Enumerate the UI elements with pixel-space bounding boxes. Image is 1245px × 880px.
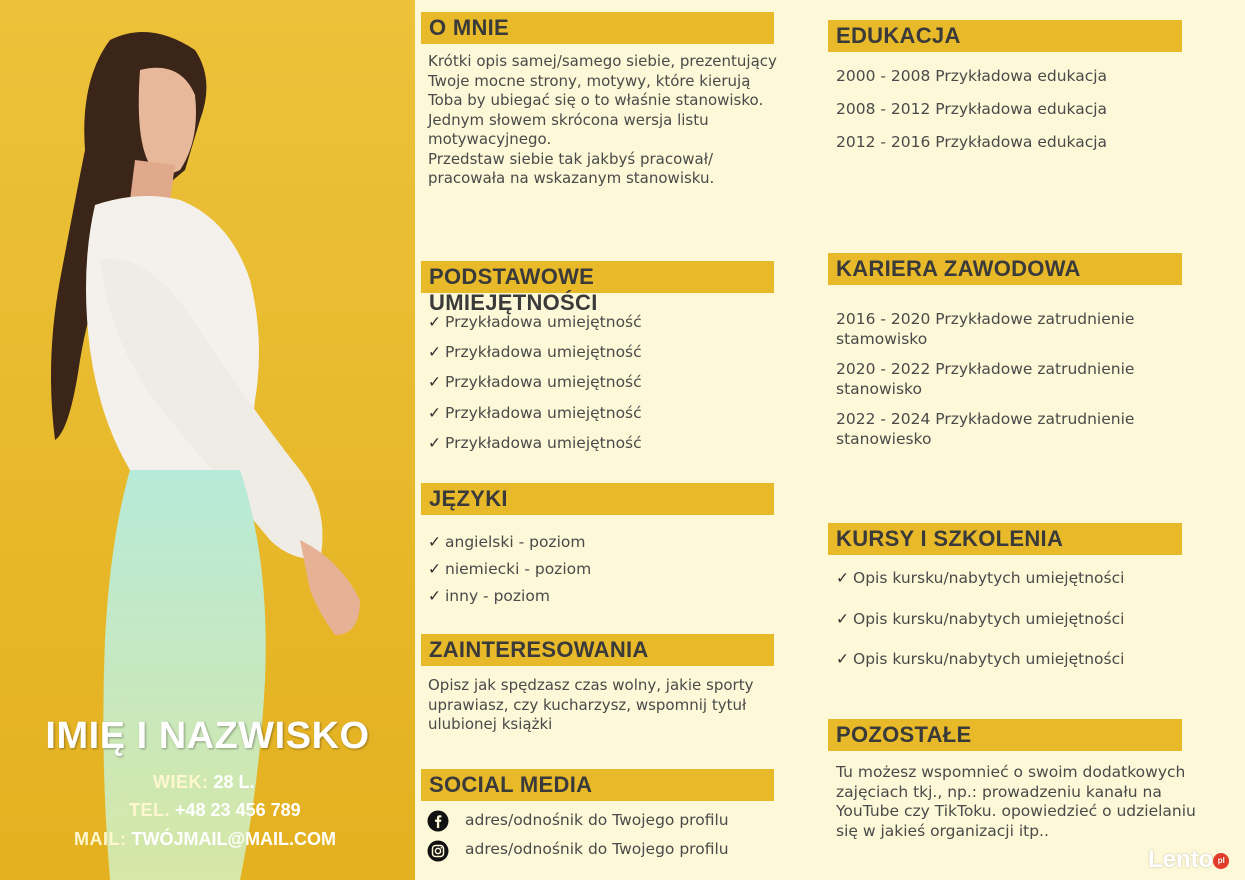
other-line: się w jakieś organizacji itp..: [836, 821, 1049, 840]
tel-value: +48 23 456 789: [175, 800, 301, 820]
skill-item: ✓ Przykładowa umiejętność: [428, 434, 642, 452]
education-item: 2000 - 2008 Przykładowa edukacja: [836, 67, 1108, 85]
education-item: 2012 - 2016 Przykładowa edukacja: [836, 133, 1108, 151]
check-icon: ✓: [428, 560, 441, 578]
social-link-facebook[interactable]: adres/odnośnik do Twojego profilu: [465, 811, 729, 829]
social-link-instagram[interactable]: adres/odnośnik do Twojego profilu: [465, 840, 729, 858]
about-line: motywacyjnego.: [428, 130, 552, 148]
age-label: WIEK:: [153, 772, 209, 792]
skill-item: ✓ Przykładowa umiejętność: [428, 404, 642, 422]
interests-line: uprawiasz, czy kucharzysz, wspomnij tytuł: [428, 695, 747, 714]
about-text: [428, 52, 808, 189]
section-header-about: O MNIE: [421, 12, 774, 44]
other-line: Tu możesz wspomnieć o swoim dodatkowych: [836, 763, 1186, 781]
skill-item: ✓ Przykładowa umiejętność: [428, 373, 642, 391]
skill-item: ✓ Przykładowa umiejętność: [428, 313, 642, 331]
section-header-social: SOCIAL MEDIA: [421, 769, 774, 801]
tel-label: TEL.: [129, 800, 170, 820]
mail-value: TWÓJMAIL@MAIL.COM: [131, 829, 337, 849]
education-item: 2008 - 2012 Przykładowa edukacja: [836, 100, 1108, 118]
other-text: [836, 763, 1236, 841]
check-icon: ✓: [836, 610, 849, 628]
career-item-position: stamowisko: [836, 329, 928, 348]
language-item: ✓ inny - poziom: [428, 587, 550, 605]
section-header-other: POZOSTAŁE: [828, 719, 1182, 751]
about-line: pracowała na wskazanym stanowisku.: [428, 169, 715, 187]
section-header-career: KARIERA ZAWODOWA: [828, 253, 1182, 285]
profile-name: IMIĘ I NAZWISKO: [45, 715, 370, 757]
career-item-position: stanowisko: [836, 379, 922, 398]
skill-item: ✓ Przykładowa umiejętność: [428, 343, 642, 361]
age-line: [153, 772, 255, 793]
course-item: ✓ Opis kursku/nabytych umiejętności: [836, 650, 1125, 668]
section-header-education: EDUKACJA: [828, 20, 1182, 52]
mail-line: [74, 829, 336, 850]
career-item: [836, 360, 1216, 399]
check-icon: ✓: [428, 404, 441, 422]
check-icon: ✓: [428, 533, 441, 551]
about-line: Twoje mocne strony, motywy, które kierują: [428, 71, 751, 90]
check-icon: ✓: [428, 373, 441, 391]
tel-line: [129, 800, 301, 821]
section-header-languages: JĘZYKI: [421, 483, 774, 515]
check-icon: ✓: [836, 650, 849, 668]
other-line: zajęciach tkj., np.: prowadzeniu kanału na: [836, 782, 1162, 801]
career-item-title: 2020 - 2022 Przykładowe zatrudnienie: [836, 360, 1135, 378]
check-icon: ✓: [836, 569, 849, 587]
section-header-courses: KURSY I SZKOLENIA: [828, 523, 1182, 555]
instagram-icon[interactable]: [427, 840, 449, 862]
age-value: 28 L.: [213, 772, 255, 792]
course-item: ✓ Opis kursku/nabytych umiejętności: [836, 610, 1125, 628]
career-item-position: stanowiesko: [836, 429, 932, 448]
section-header-skills: PODSTAWOWE UMIEJĘTNOŚCI: [421, 261, 774, 293]
profile-panel: [0, 0, 415, 880]
check-icon: ✓: [428, 434, 441, 452]
career-item: [836, 310, 1216, 349]
career-item-title: 2016 - 2020 Przykładowe zatrudnienie: [836, 310, 1135, 328]
section-header-interests: ZAINTERESOWANIA: [421, 634, 774, 666]
interests-text: [428, 676, 808, 735]
other-line: YouTube czy TikToku. opowiedzieć o udzielaniu: [836, 802, 1196, 820]
career-item-title: 2022 - 2024 Przykładowe zatrudnienie: [836, 410, 1135, 428]
about-line: Toba by ubiegać się o to właśnie stanowisko.: [428, 91, 764, 109]
check-icon: ✓: [428, 343, 441, 361]
language-item: ✓ niemiecki - poziom: [428, 560, 592, 578]
check-icon: ✓: [428, 313, 441, 331]
about-line: Krótki opis samej/samego siebie, prezentujący: [428, 52, 777, 70]
about-line: Przedstaw siebie tak jakbyś pracował/: [428, 149, 714, 168]
mail-label: MAIL:: [74, 829, 127, 849]
about-line: Jednym słowem skrócona wersja listu: [428, 110, 709, 129]
facebook-icon[interactable]: [427, 810, 449, 832]
language-item: ✓ angielski - poziom: [428, 533, 586, 551]
career-item: [836, 410, 1216, 449]
lento-watermark-logo: Lento pl: [1148, 846, 1229, 874]
course-item: ✓ Opis kursku/nabytych umiejętności: [836, 569, 1125, 587]
interests-line: ulubionej książki: [428, 715, 553, 733]
check-icon: ✓: [428, 587, 441, 605]
interests-line: Opisz jak spędzasz czas wolny, jakie sporty: [428, 676, 754, 694]
